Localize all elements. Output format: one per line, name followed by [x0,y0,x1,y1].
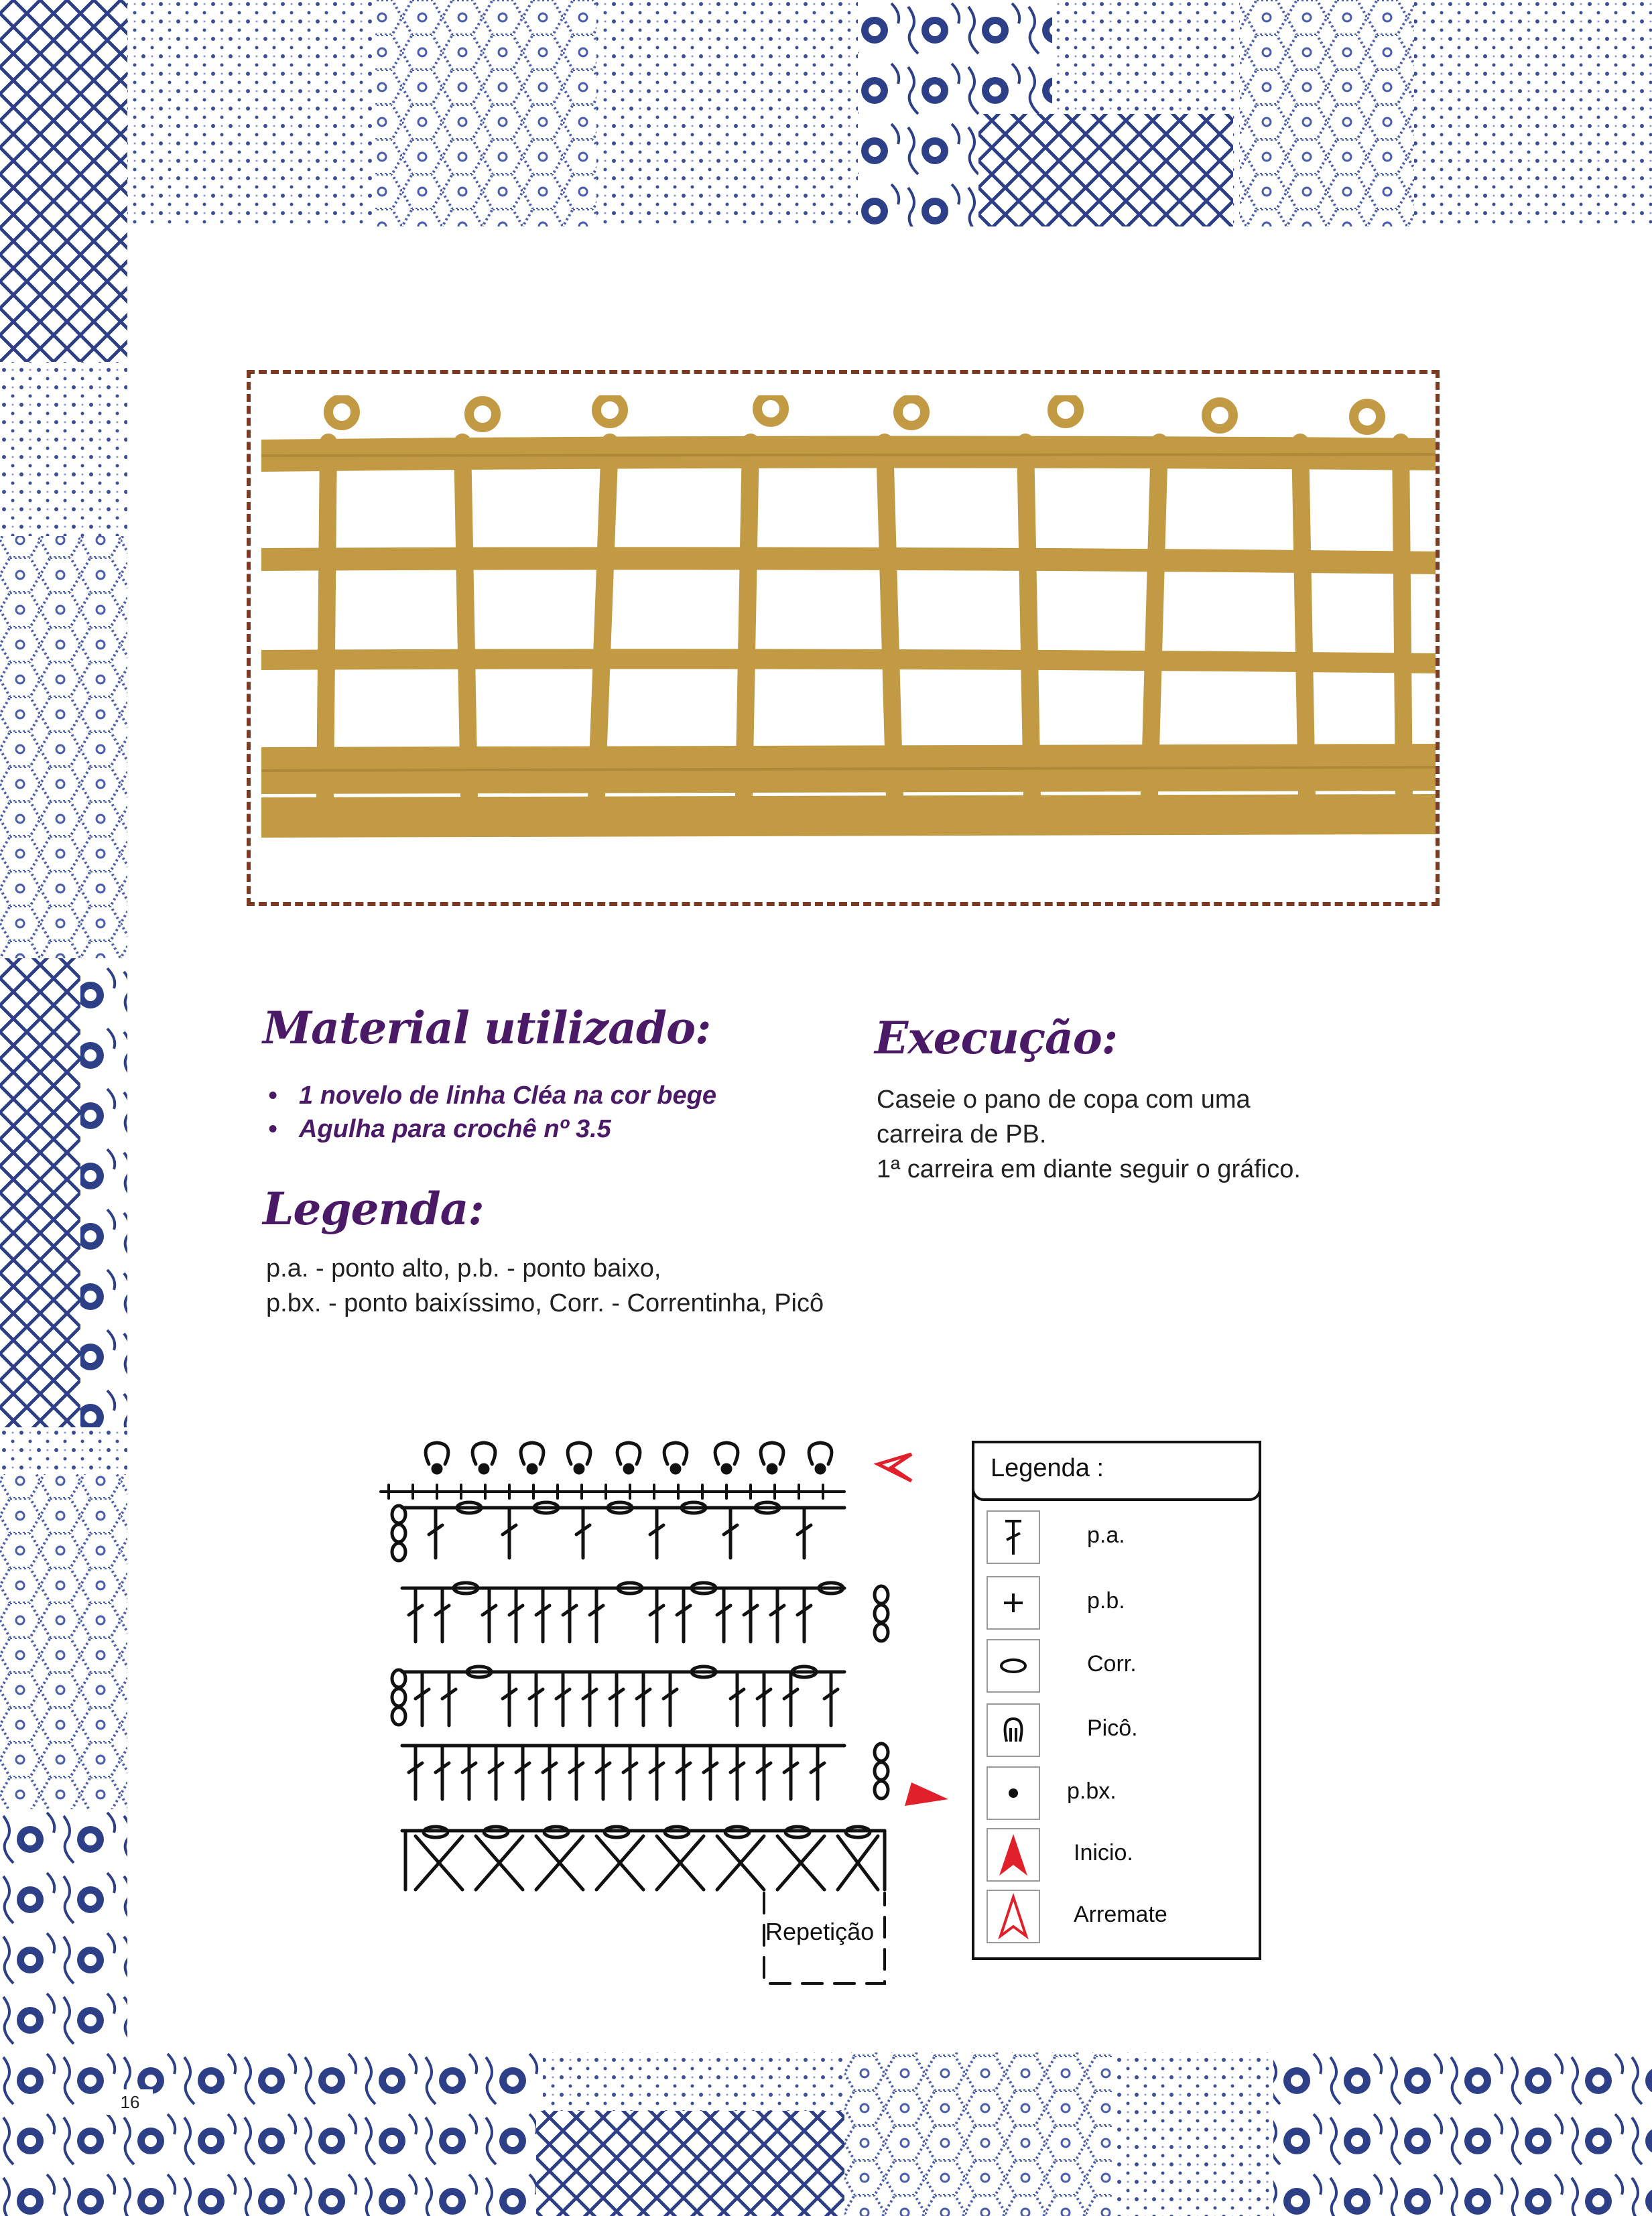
material-list [268,1079,716,1146]
repeat-label: Repetição [765,1918,875,1945]
legend-label: p.a. [1087,1522,1125,1548]
pb-symbol-icon [987,1576,1040,1630]
legend-label: Picô. [1087,1715,1138,1741]
start-arrow-icon [987,1828,1040,1882]
finish-arrow-icon [987,1890,1040,1943]
pico-row [426,1443,832,1473]
legend-label: Arremate [1074,1902,1167,1927]
legend-label: p.b. [1087,1588,1125,1614]
material-heading: Material utilizado: [263,1002,711,1054]
legend-row-corr [987,1639,1255,1695]
legend-line: p.a. - ponto alto, p.b. - ponto baixo, [266,1254,661,1283]
legend-row-pbx [987,1766,1255,1823]
legend-row-finish [987,1890,1255,1946]
legend-row-pb [987,1576,1255,1632]
material-item: • 1 novelo de linha Cléa na cor bege [268,1079,716,1112]
chart-legend-box [972,1441,1261,1960]
corr-symbol-icon [987,1639,1040,1693]
legend-row-pa [987,1510,1255,1567]
execution-line: carreira de PB. [877,1120,1047,1149]
legend-line: p.bx. - ponto baixíssimo, Corr. - Correntinha, Picô [266,1289,824,1317]
execution-line: Caseie o pano de copa com uma [877,1086,1251,1114]
crochet-sample-photo [261,395,1436,878]
legend-row-start [987,1828,1255,1884]
material-item: • Agulha para crochê nº 3.5 [268,1112,716,1146]
legend-label: Inicio. [1074,1840,1133,1866]
chart-legend-title: Legenda : [991,1454,1104,1482]
start-arrow-icon [905,1782,948,1806]
legend-heading: Legenda: [263,1183,484,1235]
execution-heading: Execução: [875,1012,1118,1064]
pa-symbol-icon [987,1510,1040,1564]
finish-arrow-icon [878,1454,911,1481]
legend-label: p.bx. [1067,1778,1117,1804]
page-number: 16 [107,2089,153,2115]
pbx-symbol-icon [987,1766,1040,1820]
crochet-chart-diagram [375,1434,965,1997]
legend-row-pico [987,1703,1255,1760]
pico-symbol-icon [987,1703,1040,1757]
execution-line: 1ª carreira em diante seguir o gráfico. [877,1155,1301,1183]
legend-label: Corr. [1087,1651,1137,1677]
chart-legend-header [972,1441,1261,1501]
